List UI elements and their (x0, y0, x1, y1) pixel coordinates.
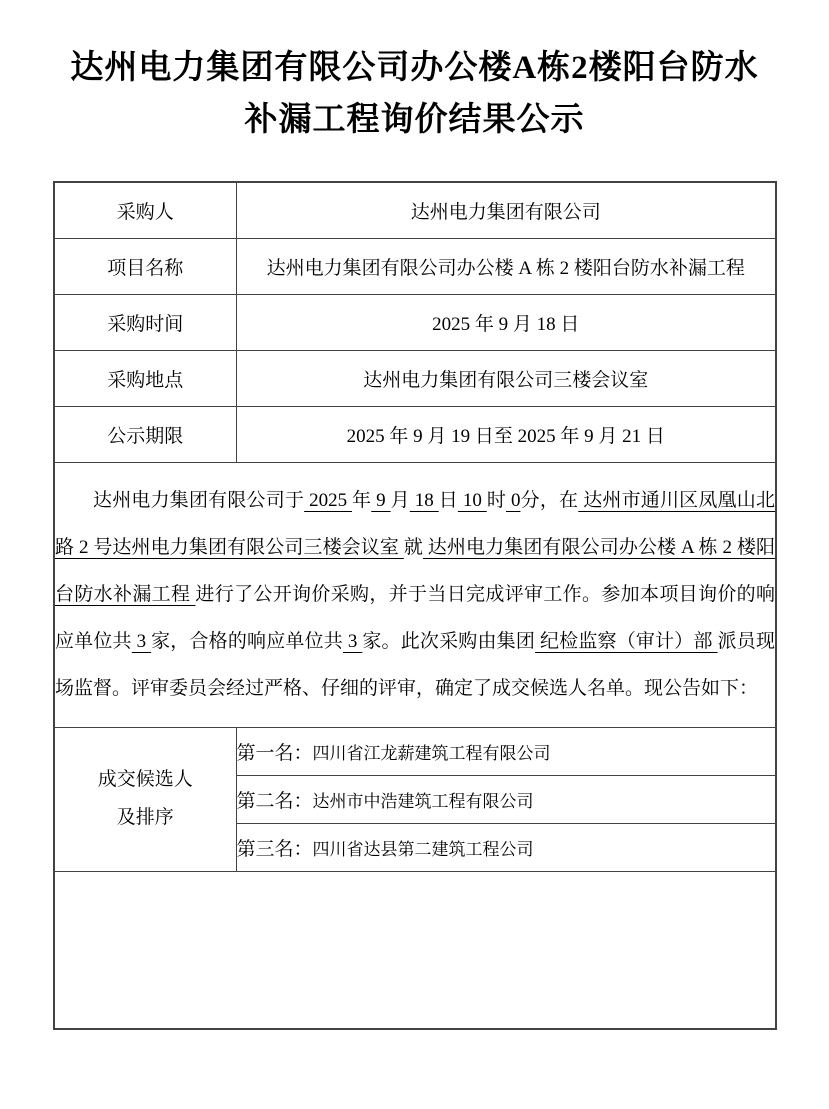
paragraph-segment: 分，在 (520, 490, 579, 511)
info-value-purchase-time: 2025 年 9 月 18 日 (236, 294, 776, 350)
table-row (54, 238, 776, 294)
candidates-label-cell (54, 727, 236, 871)
announcement-paragraph (55, 477, 775, 712)
paragraph-underlined-segment: 3 (131, 631, 152, 652)
table-row (54, 294, 776, 350)
paragraph-segment: 进行了公开询价采购，并于当日完成评审工作。参加本项目询价的响应单位共 (55, 584, 775, 652)
info-value-project-name: 达州电力集团有限公司办公楼 A 栋 2 楼阳台防水补漏工程 (236, 238, 776, 294)
candidates-label-line-2: 及排序 (116, 807, 174, 828)
info-label-purchase-place: 采购地点 (54, 350, 236, 406)
table-row (54, 406, 776, 462)
paragraph-segment: 月 (390, 490, 410, 511)
info-value-purchaser: 达州电力集团有限公司 (236, 182, 776, 238)
candidate-company: 四川省达县第二建筑工程公司 (312, 839, 534, 859)
info-label-project-name: 项目名称 (54, 238, 236, 294)
info-label-purchase-time: 采购时间 (54, 294, 236, 350)
empty-cell (54, 871, 776, 1029)
paragraph-underlined-segment: 2025 (304, 490, 353, 511)
paragraph-segment: 派员现场监督。评审委员会经过严格、仔细的评审，确定了成交候选人名单。现公告如下： (55, 631, 775, 699)
paragraph-segment: 日 (438, 490, 458, 511)
paragraph-underlined-segment: 0 (506, 490, 521, 511)
candidate-row (54, 727, 776, 775)
paragraph-segment: 年 (352, 490, 372, 511)
candidate-company: 四川省江龙薪建筑工程有限公司 (312, 743, 551, 763)
paragraph-segment: 时 (486, 490, 507, 511)
table-row (54, 182, 776, 238)
paragraph-segment: 就 (403, 537, 423, 558)
table-row (54, 462, 776, 727)
paragraph-underlined-segment: 达州市通川区凤凰山北路 2 号达州电力集团有限公司三楼会议室 (55, 490, 775, 558)
page-title-line-2: 补漏工程询价结果公示 (244, 102, 585, 138)
candidate-cell-second (236, 775, 776, 823)
candidate-rank: 第二名： (236, 790, 313, 812)
candidate-cell-third (236, 823, 776, 871)
paragraph-underlined-segment: 10 (457, 490, 487, 511)
table-row (54, 350, 776, 406)
paragraph-segment: 家，合格的响应单位共 (151, 631, 343, 652)
page-title-line-1: 达州电力集团有限公司办公楼A栋2楼阳台防水 (70, 50, 759, 86)
paragraph-segment: 家。此次采购由集团 (362, 631, 536, 652)
paragraph-underlined-segment: 18 (409, 490, 439, 511)
announcement-cell (54, 462, 776, 727)
info-value-purchase-place: 达州电力集团有限公司三楼会议室 (236, 350, 776, 406)
info-label-purchaser: 采购人 (54, 182, 236, 238)
info-value-publicity-period: 2025 年 9 月 19 日至 2025 年 9 月 21 日 (236, 406, 776, 462)
paragraph-underlined-segment: 达州电力集团有限公司办公楼 A 栋 2 楼阳台防水补漏工程 (55, 537, 775, 605)
paragraph-underlined-segment: 9 (371, 490, 391, 511)
candidates-label-line-1: 成交候选人 (97, 769, 193, 790)
info-label-publicity-period: 公示期限 (54, 406, 236, 462)
page-title (0, 0, 829, 146)
paragraph-segment: 达州电力集团有限公司于 (93, 490, 305, 511)
candidate-company: 达州市中浩建筑工程有限公司 (312, 791, 534, 811)
candidate-cell-first (236, 727, 776, 775)
paragraph-underlined-segment: 3 (342, 631, 363, 652)
candidate-rank: 第三名： (236, 838, 313, 860)
paragraph-underlined-segment: 纪检监察（审计）部 (535, 631, 718, 652)
table-row (54, 871, 776, 1029)
announcement-table (53, 181, 777, 1030)
candidate-rank: 第一名： (236, 742, 313, 764)
